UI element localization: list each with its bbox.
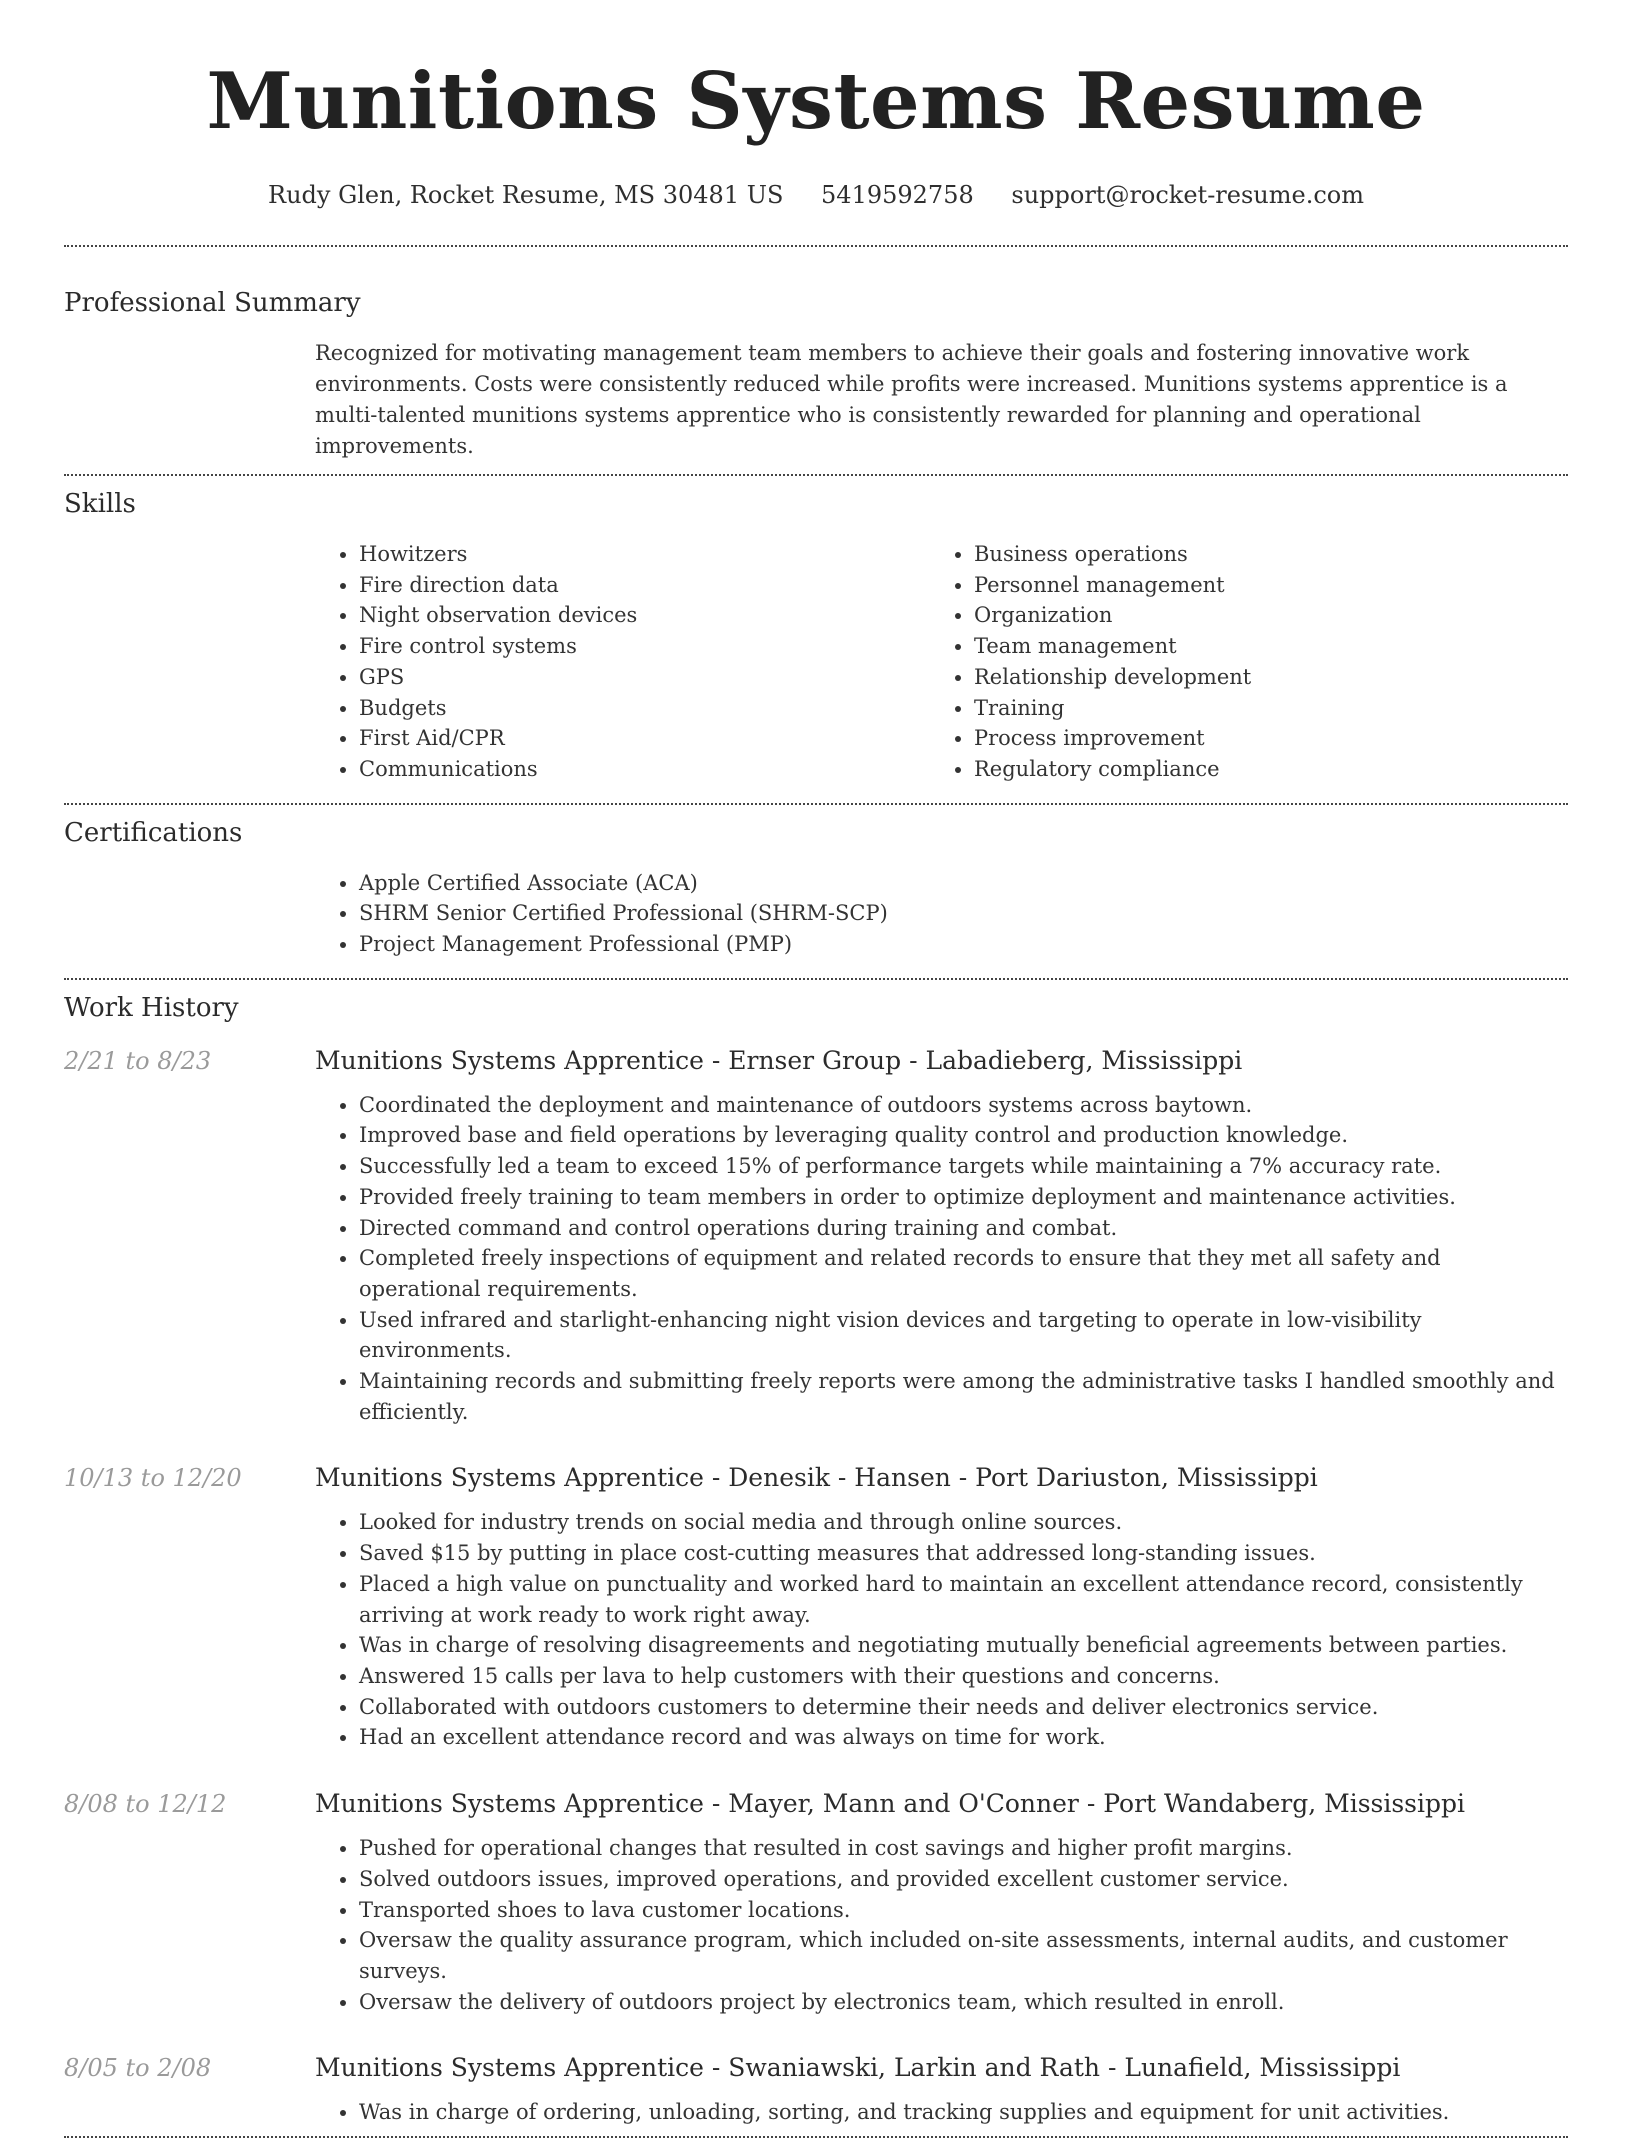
skill-item: • Night observation devices: [359, 600, 930, 631]
skills-column-left: [315, 539, 930, 785]
job-bullet: • Placed a high value on punctuality and worked hard to maintain an excellent attendance record, consistently arriving at work ready to work right away.: [359, 1569, 1568, 1630]
job-bullet: • Successfully led a team to exceed 15% of performance targets while maintaining a 7% accuracy rate.: [359, 1151, 1568, 1182]
job-duties: [315, 2097, 1568, 2128]
skill-item: • Fire control systems: [359, 631, 930, 662]
skills-heading: Skills: [64, 489, 136, 519]
skill-item: • Howitzers: [359, 539, 930, 570]
job-bullet: • Collaborated with outdoors customers to determine their needs and deliver electronics service.: [359, 1692, 1568, 1723]
job-duties: [315, 1833, 1568, 2017]
skill-item: • Relationship development: [974, 662, 1545, 693]
skills-list-right: [930, 539, 1545, 785]
summary-heading: Professional Summary: [64, 288, 361, 318]
job-bullet: • Had an excellent attendance record and was always on time for work.: [359, 1722, 1568, 1753]
certification-item: • SHRM Senior Certified Professional (SHRM-SCP): [359, 898, 1568, 929]
job-entry: [64, 1461, 1568, 1753]
section-divider: [64, 474, 1568, 476]
job-duties: [315, 1507, 1568, 1753]
job-title: Munitions Systems Apprentice - Ernser Group - Labadieberg, Mississippi: [315, 1045, 1243, 1075]
job-bullet: • Looked for industry trends on social media and through online sources.: [359, 1507, 1568, 1538]
skill-item: • Fire direction data: [359, 570, 930, 601]
job-bullet: • Pushed for operational changes that resulted in cost savings and higher profit margins.: [359, 1833, 1568, 1864]
work-history-section: [64, 990, 1568, 2128]
job-dates: 8/08 to 12/12: [64, 1790, 227, 1819]
certifications-section: [64, 815, 1568, 960]
resume-header: [64, 0, 1568, 212]
job-bullet: • Transported shoes to lava customer locations.: [359, 1895, 1568, 1926]
skills-list-left: [315, 539, 930, 785]
resume-title: Munitions Systems Resume: [206, 56, 1426, 147]
skill-item: • First Aid/CPR: [359, 723, 930, 754]
job-entry: [64, 2051, 1568, 2128]
job-header: [64, 1787, 1568, 1821]
job-bullet: • Maintaining records and submitting freely reports were among the administrative tasks I handled smoothly and efficiently.: [359, 1366, 1568, 1427]
resume-page: [64, 0, 1568, 2138]
job-bullet-list: [315, 1090, 1568, 1428]
job-bullet: • Oversaw the quality assurance program, which included on-site assessments, internal audits, and customer surveys.: [359, 1925, 1568, 1986]
job-bullet: • Was in charge of resolving disagreements and negotiating mutually beneficial agreements between parties.: [359, 1630, 1568, 1661]
work-history-heading: Work History: [64, 992, 239, 1023]
job-bullet: • Saved $15 by putting in place cost-cutting measures that addressed long-standing issues.: [359, 1538, 1568, 1569]
job-header: [64, 1044, 1568, 1078]
job-header: [64, 2051, 1568, 2085]
section-divider: [64, 978, 1568, 980]
job-bullet: • Improved base and field operations by leveraging quality control and production knowledge.: [359, 1120, 1568, 1151]
skill-item: • Regulatory compliance: [974, 754, 1545, 785]
skill-item: • Organization: [974, 600, 1545, 631]
job-bullet: • Directed command and control operations during training and combat.: [359, 1213, 1568, 1244]
job-dates: 2/21 to 8/23: [64, 1046, 212, 1075]
job-bullet-list: [315, 1833, 1568, 2017]
contact-phone: 5419592758: [821, 181, 974, 209]
job-bullet: • Provided freely training to team members in order to optimize deployment and maintenance activities.: [359, 1182, 1568, 1213]
job-dates: 8/05 to 2/08: [64, 2054, 212, 2083]
job-bullet: • Was in charge of ordering, unloading, sorting, and tracking supplies and equipment for unit activities.: [359, 2097, 1568, 2128]
skill-item: • Personnel management: [974, 570, 1545, 601]
job-entry: [64, 1787, 1568, 2017]
summary-section: [64, 285, 1568, 462]
job-bullet-list: [315, 2097, 1568, 2128]
skills-column-right: [930, 539, 1545, 785]
job-bullet-list: [315, 1507, 1568, 1753]
job-bullet: • Oversaw the delivery of outdoors project by electronics team, which resulted in enroll.: [359, 1987, 1568, 2018]
skill-item: • Budgets: [359, 693, 930, 724]
contact-email: support@rocket-resume.com: [1011, 181, 1364, 209]
certifications-list: [315, 868, 1568, 960]
job-bullet: • Coordinated the deployment and maintenance of outdoors systems across baytown.: [359, 1090, 1568, 1121]
skill-item: • Business operations: [974, 539, 1545, 570]
job-bullet: • Used infrared and starlight-enhancing night vision devices and targeting to operate in low-visibility environments.: [359, 1305, 1568, 1366]
job-header: [64, 1461, 1568, 1495]
job-title: Munitions Systems Apprentice - Swaniawski, Larkin and Rath - Lunafield, Mississippi: [315, 2053, 1401, 2083]
summary-text: Recognized for motivating management team members to achieve their goals and fostering innovative work environments. Costs were consistently reduced while profits were increased. Munitions systems apprentice is a multi-talented munitions systems apprentice who is consistently rewarded for planning and operational improvements.: [315, 341, 1508, 458]
contact-address: Rudy Glen, Rocket Resume, MS 30481 US: [268, 181, 784, 209]
job-duties: [315, 1090, 1568, 1428]
job-bullet: • Completed freely inspections of equipment and related records to ensure that they met all safety and operational requirements.: [359, 1243, 1568, 1304]
skill-item: • GPS: [359, 662, 930, 693]
job-bullet: • Answered 15 calls per lava to help customers with their questions and concerns.: [359, 1661, 1568, 1692]
section-divider: [64, 245, 1568, 247]
skill-item: • Process improvement: [974, 723, 1545, 754]
skills-columns: [315, 539, 1568, 785]
skill-item: • Communications: [359, 754, 930, 785]
job-title: Munitions Systems Apprentice - Mayer, Mann and O'Conner - Port Wandaberg, Mississippi: [315, 1789, 1466, 1819]
skills-section: [64, 486, 1568, 785]
skill-item: • Training: [974, 693, 1545, 724]
certification-item: • Project Management Professional (PMP): [359, 929, 1568, 960]
contact-line: [64, 178, 1568, 212]
certifications-body: [315, 868, 1568, 960]
job-title: Munitions Systems Apprentice - Denesik - Hansen - Port Dariuston, Mississippi: [315, 1463, 1318, 1493]
job-entry: [64, 1044, 1568, 1428]
job-bullet: • Solved outdoors issues, improved operations, and provided excellent customer service.: [359, 1864, 1568, 1895]
section-divider: [64, 803, 1568, 805]
certification-item: • Apple Certified Associate (ACA): [359, 868, 1568, 899]
certifications-heading: Certifications: [64, 817, 243, 848]
skill-item: • Team management: [974, 631, 1545, 662]
job-dates: 10/13 to 12/20: [64, 1464, 242, 1493]
